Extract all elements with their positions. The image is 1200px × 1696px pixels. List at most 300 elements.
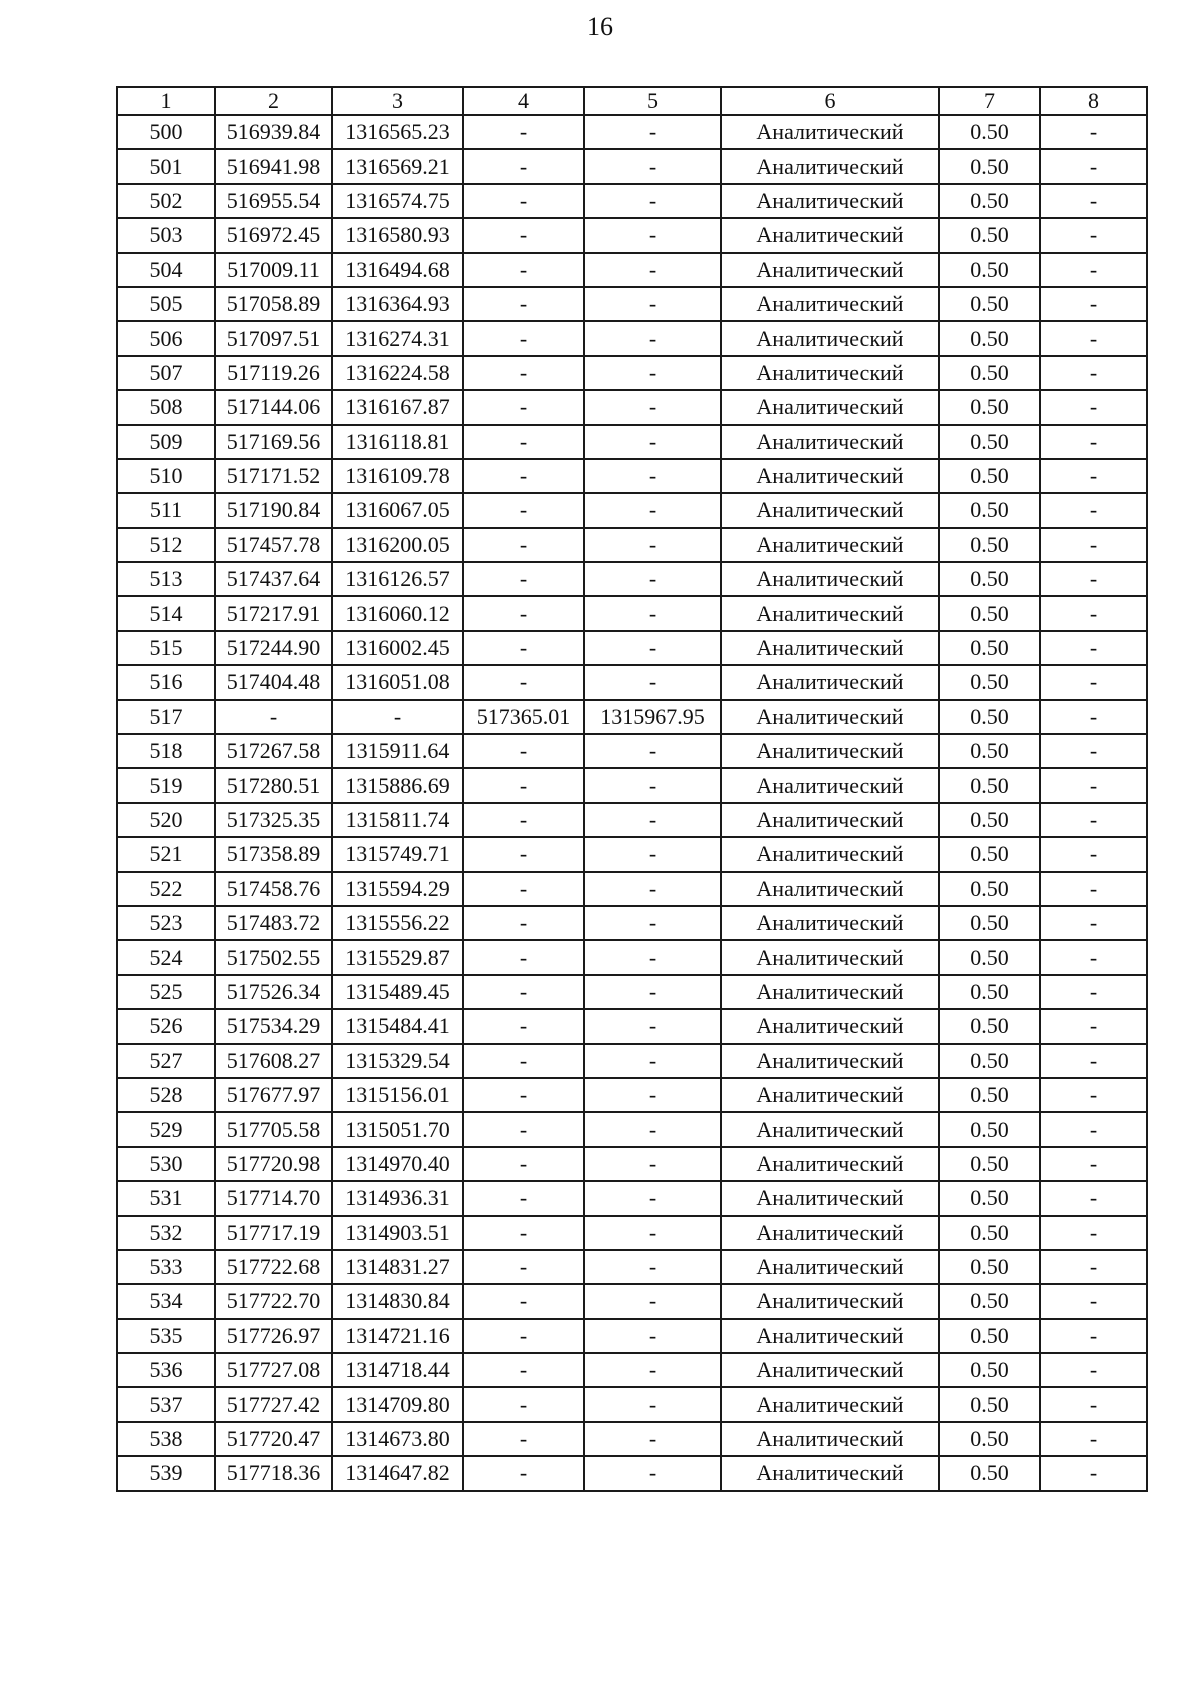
y-coordinate-cell: 1316051.08	[332, 665, 463, 699]
x-coordinate-alt-cell: -	[463, 1216, 584, 1250]
y-coordinate-alt-cell: -	[584, 768, 721, 802]
x-coordinate-alt-cell: -	[463, 837, 584, 871]
accuracy-cell: 0.50	[939, 253, 1040, 287]
accuracy-cell: 0.50	[939, 528, 1040, 562]
y-coordinate-alt-cell: -	[584, 390, 721, 424]
x-coordinate-cell: 517169.56	[215, 425, 332, 459]
method-cell: Аналитический	[721, 837, 939, 871]
x-coordinate-alt-cell: -	[463, 149, 584, 183]
note-cell: -	[1040, 493, 1147, 527]
x-coordinate-cell: 517325.35	[215, 803, 332, 837]
y-coordinate-alt-cell: -	[584, 1319, 721, 1353]
table-row	[117, 1147, 1147, 1181]
y-coordinate-alt-cell: -	[584, 493, 721, 527]
y-coordinate-cell: 1314830.84	[332, 1284, 463, 1318]
x-coordinate-alt-cell: -	[463, 1009, 584, 1043]
y-coordinate-alt-cell: -	[584, 1456, 721, 1490]
x-coordinate-alt-cell: -	[463, 940, 584, 974]
method-cell: Аналитический	[721, 596, 939, 630]
x-coordinate-cell: 517280.51	[215, 768, 332, 802]
note-cell: -	[1040, 1044, 1147, 1078]
y-coordinate-alt-cell: -	[584, 734, 721, 768]
y-coordinate-cell: 1314936.31	[332, 1181, 463, 1215]
y-coordinate-cell: 1316002.45	[332, 631, 463, 665]
y-coordinate-alt-cell: -	[584, 940, 721, 974]
table-row	[117, 356, 1147, 390]
accuracy-cell: 0.50	[939, 218, 1040, 252]
note-cell: -	[1040, 1422, 1147, 1456]
x-coordinate-cell: 517097.51	[215, 321, 332, 355]
x-coordinate-cell: 517009.11	[215, 253, 332, 287]
y-coordinate-alt-cell: -	[584, 596, 721, 630]
accuracy-cell: 0.50	[939, 493, 1040, 527]
note-cell: -	[1040, 803, 1147, 837]
x-coordinate-alt-cell: -	[463, 115, 584, 149]
note-cell: -	[1040, 528, 1147, 562]
method-cell: Аналитический	[721, 528, 939, 562]
y-coordinate-alt-cell: -	[584, 459, 721, 493]
y-coordinate-cell: 1314903.51	[332, 1216, 463, 1250]
point-number-cell: 531	[117, 1181, 215, 1215]
y-coordinate-cell: 1314721.16	[332, 1319, 463, 1353]
table-row	[117, 459, 1147, 493]
accuracy-cell: 0.50	[939, 390, 1040, 424]
note-cell: -	[1040, 665, 1147, 699]
point-number-cell: 538	[117, 1422, 215, 1456]
table-row	[117, 1216, 1147, 1250]
y-coordinate-cell: 1314673.80	[332, 1422, 463, 1456]
method-cell: Аналитический	[721, 940, 939, 974]
method-cell: Аналитический	[721, 218, 939, 252]
y-coordinate-alt-cell: -	[584, 425, 721, 459]
method-cell: Аналитический	[721, 1250, 939, 1284]
point-number-cell: 501	[117, 149, 215, 183]
table-row	[117, 1181, 1147, 1215]
column-header: 6	[721, 87, 939, 115]
accuracy-cell: 0.50	[939, 1284, 1040, 1318]
accuracy-cell: 0.50	[939, 1078, 1040, 1112]
note-cell: -	[1040, 975, 1147, 1009]
table-row	[117, 700, 1147, 734]
x-coordinate-cell: 517058.89	[215, 287, 332, 321]
note-cell: -	[1040, 184, 1147, 218]
x-coordinate-cell: 517722.68	[215, 1250, 332, 1284]
y-coordinate-cell: 1315886.69	[332, 768, 463, 802]
point-number-cell: 535	[117, 1319, 215, 1353]
x-coordinate-cell: 517457.78	[215, 528, 332, 562]
x-coordinate-alt-cell: -	[463, 459, 584, 493]
note-cell: -	[1040, 321, 1147, 355]
note-cell: -	[1040, 390, 1147, 424]
column-header: 8	[1040, 87, 1147, 115]
method-cell: Аналитический	[721, 425, 939, 459]
table-row	[117, 975, 1147, 1009]
y-coordinate-cell: 1316200.05	[332, 528, 463, 562]
note-cell: -	[1040, 115, 1147, 149]
accuracy-cell: 0.50	[939, 940, 1040, 974]
table-row	[117, 493, 1147, 527]
method-cell: Аналитический	[721, 1422, 939, 1456]
x-coordinate-alt-cell: -	[463, 975, 584, 1009]
point-number-cell: 539	[117, 1456, 215, 1490]
note-cell: -	[1040, 1387, 1147, 1421]
y-coordinate-alt-cell: -	[584, 1387, 721, 1421]
y-coordinate-cell: 1316574.75	[332, 184, 463, 218]
note-cell: -	[1040, 287, 1147, 321]
x-coordinate-alt-cell: -	[463, 218, 584, 252]
method-cell: Аналитический	[721, 872, 939, 906]
method-cell: Аналитический	[721, 321, 939, 355]
y-coordinate-cell: 1315811.74	[332, 803, 463, 837]
method-cell: Аналитический	[721, 700, 939, 734]
x-coordinate-cell: 517502.55	[215, 940, 332, 974]
note-cell: -	[1040, 425, 1147, 459]
note-cell: -	[1040, 1147, 1147, 1181]
note-cell: -	[1040, 1181, 1147, 1215]
note-cell: -	[1040, 837, 1147, 871]
accuracy-cell: 0.50	[939, 837, 1040, 871]
y-coordinate-alt-cell: 1315967.95	[584, 700, 721, 734]
x-coordinate-cell: 516972.45	[215, 218, 332, 252]
accuracy-cell: 0.50	[939, 459, 1040, 493]
y-coordinate-alt-cell: -	[584, 1422, 721, 1456]
method-cell: Аналитический	[721, 665, 939, 699]
table-row	[117, 1319, 1147, 1353]
table-body	[117, 87, 1147, 1491]
accuracy-cell: 0.50	[939, 803, 1040, 837]
x-coordinate-alt-cell: -	[463, 1422, 584, 1456]
y-coordinate-cell: 1315911.64	[332, 734, 463, 768]
x-coordinate-alt-cell: -	[463, 253, 584, 287]
accuracy-cell: 0.50	[939, 1456, 1040, 1490]
accuracy-cell: 0.50	[939, 700, 1040, 734]
y-coordinate-alt-cell: -	[584, 287, 721, 321]
y-coordinate-cell: 1316569.21	[332, 149, 463, 183]
point-number-cell: 502	[117, 184, 215, 218]
y-coordinate-cell: 1314970.40	[332, 1147, 463, 1181]
x-coordinate-cell: 517727.08	[215, 1353, 332, 1387]
note-cell: -	[1040, 356, 1147, 390]
y-coordinate-alt-cell: -	[584, 356, 721, 390]
x-coordinate-cell: 517718.36	[215, 1456, 332, 1490]
table-row	[117, 872, 1147, 906]
x-coordinate-cell: 517714.70	[215, 1181, 332, 1215]
x-coordinate-alt-cell: -	[463, 287, 584, 321]
x-coordinate-cell: 517190.84	[215, 493, 332, 527]
x-coordinate-alt-cell: 517365.01	[463, 700, 584, 734]
method-cell: Аналитический	[721, 975, 939, 1009]
table-row	[117, 149, 1147, 183]
y-coordinate-alt-cell: -	[584, 562, 721, 596]
point-number-cell: 508	[117, 390, 215, 424]
x-coordinate-alt-cell: -	[463, 803, 584, 837]
point-number-cell: 522	[117, 872, 215, 906]
point-number-cell: 500	[117, 115, 215, 149]
x-coordinate-cell: 517534.29	[215, 1009, 332, 1043]
method-cell: Аналитический	[721, 356, 939, 390]
note-cell: -	[1040, 218, 1147, 252]
y-coordinate-alt-cell: -	[584, 1250, 721, 1284]
point-number-cell: 513	[117, 562, 215, 596]
y-coordinate-cell: 1316364.93	[332, 287, 463, 321]
accuracy-cell: 0.50	[939, 1387, 1040, 1421]
y-coordinate-alt-cell: -	[584, 1009, 721, 1043]
method-cell: Аналитический	[721, 1387, 939, 1421]
point-number-cell: 507	[117, 356, 215, 390]
y-coordinate-alt-cell: -	[584, 975, 721, 1009]
point-number-cell: 509	[117, 425, 215, 459]
y-coordinate-cell: 1316565.23	[332, 115, 463, 149]
point-number-cell: 528	[117, 1078, 215, 1112]
y-coordinate-cell: 1316109.78	[332, 459, 463, 493]
note-cell: -	[1040, 1284, 1147, 1318]
accuracy-cell: 0.50	[939, 149, 1040, 183]
y-coordinate-cell: 1316274.31	[332, 321, 463, 355]
point-number-cell: 527	[117, 1044, 215, 1078]
method-cell: Аналитический	[721, 1147, 939, 1181]
point-number-cell: 530	[117, 1147, 215, 1181]
y-coordinate-cell: 1315489.45	[332, 975, 463, 1009]
y-coordinate-alt-cell: -	[584, 1044, 721, 1078]
table-row	[117, 1353, 1147, 1387]
table-row	[117, 1112, 1147, 1146]
method-cell: Аналитический	[721, 631, 939, 665]
method-cell: Аналитический	[721, 1009, 939, 1043]
method-cell: Аналитический	[721, 253, 939, 287]
x-coordinate-cell: 517267.58	[215, 734, 332, 768]
table-row	[117, 734, 1147, 768]
accuracy-cell: 0.50	[939, 975, 1040, 1009]
table-row	[117, 1422, 1147, 1456]
x-coordinate-cell: 517458.76	[215, 872, 332, 906]
table-row	[117, 115, 1147, 149]
accuracy-cell: 0.50	[939, 115, 1040, 149]
x-coordinate-cell: 517720.98	[215, 1147, 332, 1181]
x-coordinate-cell: 517722.70	[215, 1284, 332, 1318]
accuracy-cell: 0.50	[939, 321, 1040, 355]
column-header: 5	[584, 87, 721, 115]
table-row	[117, 562, 1147, 596]
note-cell: -	[1040, 562, 1147, 596]
point-number-cell: 536	[117, 1353, 215, 1387]
x-coordinate-alt-cell: -	[463, 184, 584, 218]
x-coordinate-cell: 517608.27	[215, 1044, 332, 1078]
y-coordinate-cell: 1315594.29	[332, 872, 463, 906]
column-header: 7	[939, 87, 1040, 115]
accuracy-cell: 0.50	[939, 631, 1040, 665]
accuracy-cell: 0.50	[939, 356, 1040, 390]
note-cell: -	[1040, 1456, 1147, 1490]
note-cell: -	[1040, 1078, 1147, 1112]
method-cell: Аналитический	[721, 287, 939, 321]
x-coordinate-alt-cell: -	[463, 1319, 584, 1353]
x-coordinate-cell: 517217.91	[215, 596, 332, 630]
x-coordinate-cell: 517717.19	[215, 1216, 332, 1250]
point-number-cell: 516	[117, 665, 215, 699]
x-coordinate-alt-cell: -	[463, 1250, 584, 1284]
y-coordinate-cell: 1314709.80	[332, 1387, 463, 1421]
table-row	[117, 390, 1147, 424]
y-coordinate-cell: 1315749.71	[332, 837, 463, 871]
accuracy-cell: 0.50	[939, 768, 1040, 802]
note-cell: -	[1040, 1112, 1147, 1146]
method-cell: Аналитический	[721, 1112, 939, 1146]
point-number-cell: 533	[117, 1250, 215, 1284]
y-coordinate-alt-cell: -	[584, 184, 721, 218]
method-cell: Аналитический	[721, 768, 939, 802]
x-coordinate-alt-cell: -	[463, 631, 584, 665]
x-coordinate-alt-cell: -	[463, 1181, 584, 1215]
x-coordinate-alt-cell: -	[463, 390, 584, 424]
x-coordinate-alt-cell: -	[463, 768, 584, 802]
x-coordinate-alt-cell: -	[463, 321, 584, 355]
y-coordinate-cell: 1315051.70	[332, 1112, 463, 1146]
method-cell: Аналитический	[721, 1044, 939, 1078]
method-cell: Аналитический	[721, 493, 939, 527]
accuracy-cell: 0.50	[939, 425, 1040, 459]
x-coordinate-alt-cell: -	[463, 1456, 584, 1490]
y-coordinate-cell: 1314718.44	[332, 1353, 463, 1387]
method-cell: Аналитический	[721, 1456, 939, 1490]
point-number-cell: 519	[117, 768, 215, 802]
point-number-cell: 515	[117, 631, 215, 665]
x-coordinate-cell: 516955.54	[215, 184, 332, 218]
coordinates-table	[116, 86, 1148, 1492]
point-number-cell: 537	[117, 1387, 215, 1421]
y-coordinate-cell: 1315556.22	[332, 906, 463, 940]
table-header-row	[117, 87, 1147, 115]
y-coordinate-cell: 1316118.81	[332, 425, 463, 459]
y-coordinate-cell: 1316224.58	[332, 356, 463, 390]
point-number-cell: 521	[117, 837, 215, 871]
point-number-cell: 534	[117, 1284, 215, 1318]
accuracy-cell: 0.50	[939, 1353, 1040, 1387]
y-coordinate-cell: 1316060.12	[332, 596, 463, 630]
x-coordinate-alt-cell: -	[463, 1284, 584, 1318]
y-coordinate-cell: 1316126.57	[332, 562, 463, 596]
x-coordinate-cell: 517726.97	[215, 1319, 332, 1353]
point-number-cell: 512	[117, 528, 215, 562]
x-coordinate-cell: 517244.90	[215, 631, 332, 665]
y-coordinate-alt-cell: -	[584, 1147, 721, 1181]
method-cell: Аналитический	[721, 149, 939, 183]
x-coordinate-cell: 517720.47	[215, 1422, 332, 1456]
x-coordinate-cell: 517144.06	[215, 390, 332, 424]
y-coordinate-alt-cell: -	[584, 149, 721, 183]
note-cell: -	[1040, 768, 1147, 802]
y-coordinate-cell: -	[332, 700, 463, 734]
table-row	[117, 665, 1147, 699]
y-coordinate-alt-cell: -	[584, 803, 721, 837]
y-coordinate-cell: 1315484.41	[332, 1009, 463, 1043]
note-cell: -	[1040, 1319, 1147, 1353]
table-row	[117, 253, 1147, 287]
y-coordinate-alt-cell: -	[584, 631, 721, 665]
column-header: 4	[463, 87, 584, 115]
table-row	[117, 940, 1147, 974]
accuracy-cell: 0.50	[939, 1319, 1040, 1353]
y-coordinate-alt-cell: -	[584, 1181, 721, 1215]
y-coordinate-alt-cell: -	[584, 1284, 721, 1318]
y-coordinate-cell: 1315529.87	[332, 940, 463, 974]
point-number-cell: 510	[117, 459, 215, 493]
x-coordinate-cell: 517677.97	[215, 1078, 332, 1112]
method-cell: Аналитический	[721, 390, 939, 424]
column-header: 2	[215, 87, 332, 115]
point-number-cell: 517	[117, 700, 215, 734]
method-cell: Аналитический	[721, 803, 939, 837]
column-header: 3	[332, 87, 463, 115]
x-coordinate-cell: 517171.52	[215, 459, 332, 493]
y-coordinate-cell: 1315156.01	[332, 1078, 463, 1112]
y-coordinate-alt-cell: -	[584, 872, 721, 906]
accuracy-cell: 0.50	[939, 1181, 1040, 1215]
note-cell: -	[1040, 906, 1147, 940]
accuracy-cell: 0.50	[939, 1009, 1040, 1043]
table-row	[117, 837, 1147, 871]
method-cell: Аналитический	[721, 459, 939, 493]
x-coordinate-cell: 517526.34	[215, 975, 332, 1009]
y-coordinate-alt-cell: -	[584, 1078, 721, 1112]
x-coordinate-alt-cell: -	[463, 734, 584, 768]
point-number-cell: 532	[117, 1216, 215, 1250]
x-coordinate-cell: 517119.26	[215, 356, 332, 390]
method-cell: Аналитический	[721, 1078, 939, 1112]
table-row	[117, 906, 1147, 940]
method-cell: Аналитический	[721, 562, 939, 596]
accuracy-cell: 0.50	[939, 1147, 1040, 1181]
point-number-cell: 525	[117, 975, 215, 1009]
x-coordinate-cell: 517437.64	[215, 562, 332, 596]
point-number-cell: 514	[117, 596, 215, 630]
y-coordinate-alt-cell: -	[584, 321, 721, 355]
accuracy-cell: 0.50	[939, 1422, 1040, 1456]
accuracy-cell: 0.50	[939, 1250, 1040, 1284]
table-row	[117, 425, 1147, 459]
note-cell: -	[1040, 459, 1147, 493]
y-coordinate-cell: 1314831.27	[332, 1250, 463, 1284]
method-cell: Аналитический	[721, 1216, 939, 1250]
x-coordinate-alt-cell: -	[463, 562, 584, 596]
x-coordinate-alt-cell: -	[463, 906, 584, 940]
x-coordinate-alt-cell: -	[463, 665, 584, 699]
method-cell: Аналитический	[721, 1284, 939, 1318]
point-number-cell: 511	[117, 493, 215, 527]
y-coordinate-cell: 1316494.68	[332, 253, 463, 287]
point-number-cell: 518	[117, 734, 215, 768]
method-cell: Аналитический	[721, 1181, 939, 1215]
method-cell: Аналитический	[721, 734, 939, 768]
y-coordinate-alt-cell: -	[584, 253, 721, 287]
x-coordinate-alt-cell: -	[463, 528, 584, 562]
accuracy-cell: 0.50	[939, 906, 1040, 940]
y-coordinate-alt-cell: -	[584, 665, 721, 699]
table-row	[117, 1387, 1147, 1421]
x-coordinate-cell: 517727.42	[215, 1387, 332, 1421]
point-number-cell: 526	[117, 1009, 215, 1043]
accuracy-cell: 0.50	[939, 734, 1040, 768]
accuracy-cell: 0.50	[939, 665, 1040, 699]
x-coordinate-alt-cell: -	[463, 1112, 584, 1146]
table-row	[117, 528, 1147, 562]
point-number-cell: 505	[117, 287, 215, 321]
x-coordinate-alt-cell: -	[463, 1353, 584, 1387]
note-cell: -	[1040, 253, 1147, 287]
point-number-cell: 523	[117, 906, 215, 940]
x-coordinate-alt-cell: -	[463, 356, 584, 390]
table-row	[117, 1009, 1147, 1043]
y-coordinate-alt-cell: -	[584, 115, 721, 149]
